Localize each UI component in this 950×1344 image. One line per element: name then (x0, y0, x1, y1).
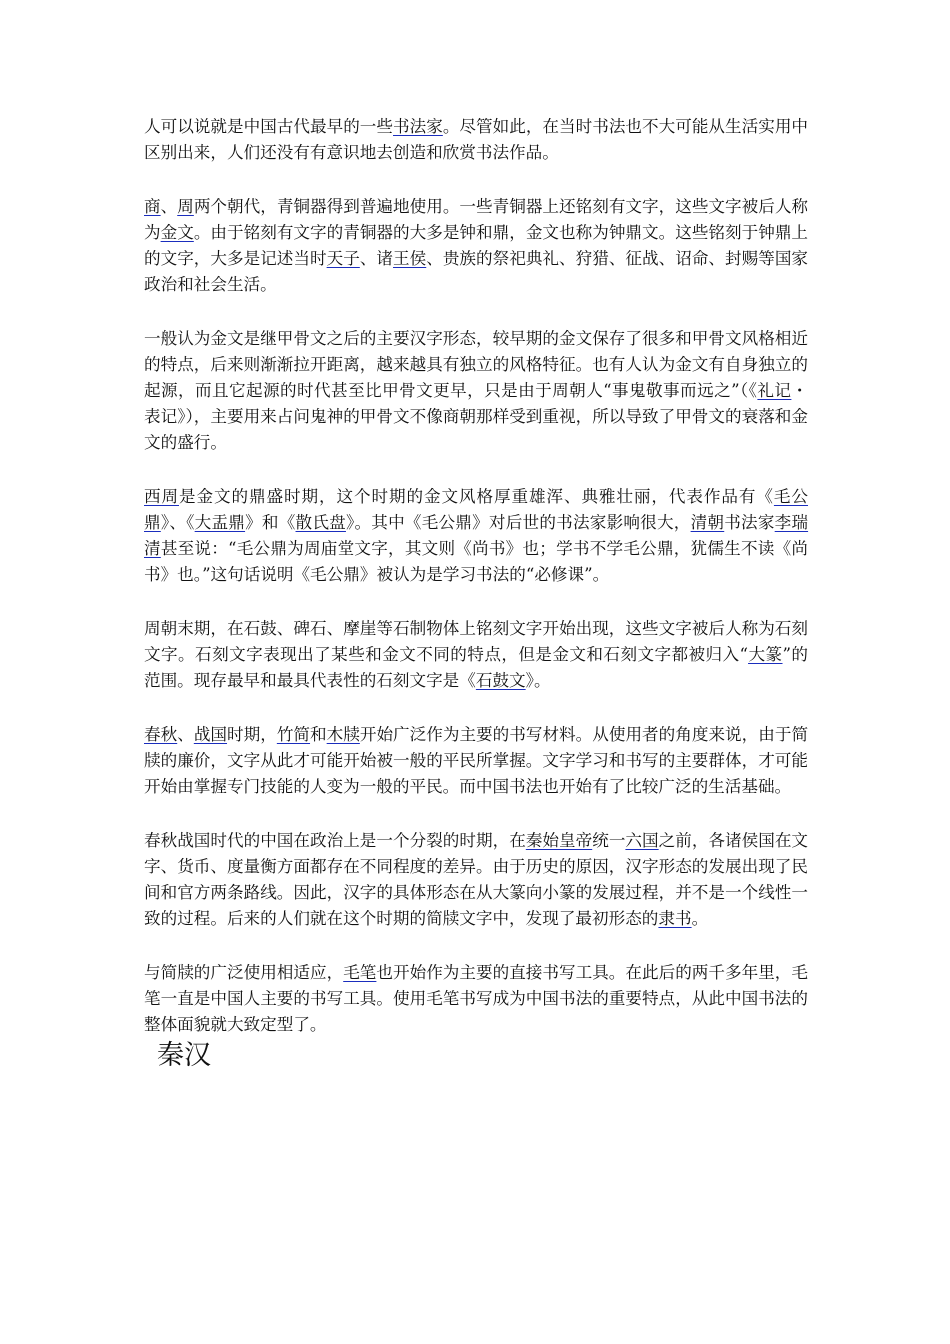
paragraph (144, 484, 808, 588)
inline-link[interactable]: 清朝 (690, 513, 725, 532)
paragraph (144, 960, 808, 1038)
paragraph (144, 326, 808, 456)
text-run: 书法家 (724, 513, 775, 532)
text-run: 。 (691, 909, 709, 928)
text-run: 和 (310, 725, 327, 744)
inline-link[interactable]: 大盂鼎 (194, 513, 246, 532)
inline-link[interactable]: 毛笔 (343, 963, 377, 982)
paragraph (144, 194, 808, 298)
inline-link[interactable]: 春秋 (144, 725, 178, 744)
inline-link[interactable]: 礼记 (757, 381, 792, 400)
paragraph (144, 616, 808, 694)
article-body (144, 114, 808, 1066)
text-run: 与简牍的广泛使用相适应， (144, 963, 344, 982)
text-run: 时期， (227, 725, 277, 744)
text-run: 、 (160, 197, 178, 216)
inline-link[interactable]: 西周 (144, 487, 179, 506)
text-run: 之前，各诸侯国在文字、货币、度量衡方面都存在不同程度的差异。由于历史的原因，汉字形态的发展出现了民间和官方两条路线。因此，汉字的具体形态在从大篆向小篆的发展过程，并不是一个线性一致的过程。后来的人们就在这个时期的简牍文字中，发现了最初形态的 (144, 831, 809, 928)
text-run: 》。 (525, 671, 551, 690)
text-run: 、诸 (359, 249, 394, 268)
inline-link[interactable]: 书法家 (393, 117, 443, 136)
text-run: 两个朝代，青铜器得到普遍地使用。一些青铜器上还铭刻有文字，这些文字被后人称为 (144, 197, 809, 242)
text-run: 、 (177, 725, 194, 744)
inline-link[interactable]: 战国 (193, 725, 228, 744)
paragraph (144, 722, 808, 800)
paragraph (144, 114, 808, 166)
paragraph (144, 828, 808, 932)
text-run: ・表记》），主要用来占问鬼神的甲骨文不像商朝那样受到重视，所以导致了甲骨文的衰落和金文的盛行。 (144, 381, 808, 452)
inline-link[interactable]: 天子 (326, 249, 360, 268)
inline-link[interactable]: 六国 (625, 831, 659, 850)
inline-link[interactable]: 毛公鼎 (144, 487, 809, 532)
text-run: 春秋战国时代的中国在政治上是一个分裂的时期，在 (144, 831, 526, 850)
text-run: 统一 (592, 831, 626, 850)
text-run: 人可以说就是中国古代最早的一些 (144, 117, 394, 136)
inline-link[interactable]: 李瑞清 (144, 513, 809, 558)
inline-link[interactable]: 竹简 (276, 725, 311, 744)
text-run: 、贵族的祭祀典礼、狩猎、征战、诏命、封赐等国家政治和社会生活。 (144, 249, 809, 294)
inline-link[interactable]: 周 (177, 197, 194, 216)
text-run: 》、《 (160, 513, 195, 532)
text-run: 开始广泛作为主要的书写材料。从使用者的角度来说，由于简牍的廉价，文字从此才可能开始被一般的平民所掌握。文字学习和书写的主要群体，才可能开始由掌握专门技能的人变为一般的平民。而中国书法也开始有了比较广泛的生活基础。 (144, 725, 809, 796)
text-run: 是金文的鼎盛时期，这个时期的金文风格厚重雄浑、典雅壮丽，代表作品有《 (179, 487, 774, 506)
text-run: 》。其中《毛公鼎》对后世的书法家影响很大， (345, 513, 691, 532)
inline-link[interactable]: 散氏盘 (295, 513, 346, 532)
text-run: 周朝末期，在石鼓、碑石、摩崖等石制物体上铭刻文字开始出现，这些文字被后人称为石刻文字。石刻文字表现出了某些和金文不同的特点，但是金文和石刻文字都被归入“ (144, 619, 808, 664)
inline-link[interactable]: 大篆 (748, 645, 783, 664)
section-heading: 秦汉 (157, 1040, 211, 1071)
inline-link[interactable]: 木牍 (326, 725, 360, 744)
inline-link[interactable]: 商 (144, 197, 161, 216)
text-run: 》和《 (245, 513, 296, 532)
text-run: ”的范围。现存最早和最具代表性的石刻文字是《 (144, 645, 809, 690)
text-run: 也开始作为主要的直接书写工具。在此后的两千多年里，毛笔一直是中国人主要的书写工具。使用毛笔书写成为中国书法的重要特点，从此中国书法的整体面貌就大致定型了。 (144, 963, 809, 1034)
text-run: 一般认为金文是继甲骨文之后的主要汉字形态，较早期的金文保存了很多和甲骨文风格相近的特点，后来则渐渐拉开距离，越来越具有独立的风格特征。也有人认为金文有自身独立的起源，而且它起源的时代甚至比甲骨文更早，只是由于周朝人“事鬼敬事而远之”（《 (144, 329, 808, 400)
text-run: 甚至说：“毛公鼎为周庙堂文字，其文则《尚书》也；学书不学毛公鼎，犹儒生不读《尚书》也。”这句话说明《毛公鼎》被认为是学习书法的“必修课”。 (144, 539, 809, 584)
inline-link[interactable]: 王侯 (393, 249, 427, 268)
inline-link[interactable]: 秦始皇帝 (525, 831, 593, 850)
inline-link[interactable]: 石鼓文 (475, 671, 526, 690)
text-run: 。由于铭刻有文字的青铜器的大多是钟和鼎，金文也称为钟鼎文。这些铭刻于钟鼎上的文字，大多是记述当时 (144, 223, 809, 268)
inline-link[interactable]: 隶书 (658, 909, 692, 928)
text-run: 。尽管如此，在当时书法也不大可能从生活实用中区别出来，人们还没有有意识地去创造和欣赏书法作品。 (144, 117, 809, 162)
inline-link[interactable]: 金文 (160, 223, 194, 242)
